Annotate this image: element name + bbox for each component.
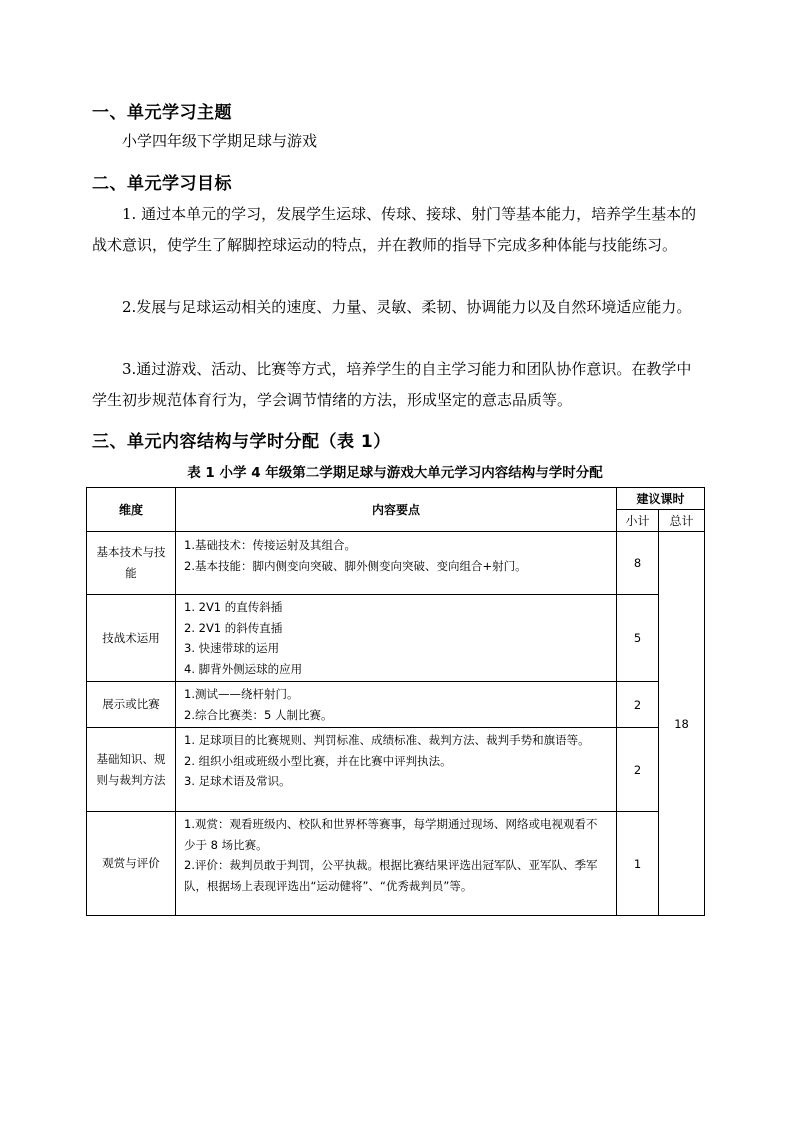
row-content [176, 532, 617, 595]
content-item: 2. 2V1 的斜传直插 [184, 620, 283, 635]
table-row [87, 812, 705, 916]
section-1-heading: 一、单元学习主题 [92, 103, 232, 123]
row-dimension: 基本技术与技能 [87, 532, 176, 595]
content-item: 2.评价：裁判员敢于判罚，公平执裁。根据比赛结果评选出冠军队、亚军队、季军队，根据场上表现评选出“运动健将”、“优秀裁判员”等。 [184, 858, 598, 893]
unit-theme-text: 小学四年级下学期足球与游戏 [122, 132, 318, 150]
content-item: 3. 快速带球的运用 [184, 641, 280, 655]
row-content [176, 812, 617, 916]
content-item: 1.观赏：观看班级内、校队和世界杯等赛事，每学期通过现场、网络或电视观看不少于 8 场比赛。 [184, 817, 598, 852]
content-item: 1. 2V1 的直传斜插 [184, 600, 283, 614]
row-dimension: 基础知识、规则与裁判方法 [87, 728, 176, 812]
content-item: 1.测试——绕杆射门。 [184, 687, 299, 701]
header-total: 总计 [659, 510, 705, 532]
row-dimension: 展示或比赛 [87, 682, 176, 728]
goal-1: 1. 通过本单元的学习，发展学生运球、传球、接球、射门等基本能力，培养学生基本的战术意识，使学生了解脚控球运动的特点，并在教师的指导下完成多种体能与技能练习。 [92, 205, 697, 254]
row-dimension: 观赏与评价 [87, 812, 176, 916]
row-content [176, 595, 617, 682]
table-row [87, 682, 705, 728]
row-subtotal: 8 [617, 532, 659, 595]
row-subtotal: 5 [617, 595, 659, 682]
row-subtotal: 2 [617, 728, 659, 812]
header-dimension: 维度 [87, 488, 176, 532]
table-row [87, 595, 705, 682]
section-2-heading: 二、单元学习目标 [92, 174, 232, 194]
content-item: 1.基础技术：传接运射及其组合。 [184, 538, 356, 552]
total-hours: 18 [659, 532, 705, 916]
content-item: 2.综合比赛类：5 人制比赛。 [184, 707, 333, 722]
content-item: 2. 组织小组或班级小型比赛，并在比赛中评判执法。 [184, 753, 452, 768]
goal-3: 3.通过游戏、活动、比赛等方式，培养学生的自主学习能力和团队协作意识。在教学中学生初步规范体育行为，学会调节情绪的方法，形成坚定的意志品质等。 [92, 360, 692, 409]
content-item: 2.基本技能：脚内侧变向突破、脚外侧变向突破、变向组合+射门。 [184, 558, 527, 573]
header-subtotal: 小计 [617, 510, 659, 532]
section-3-heading: 三、单元内容结构与学时分配（表 1） [92, 432, 391, 452]
goal-2: 2.发展与足球运动相关的速度、力量、灵敏、柔韧、协调能力以及自然环境适应能力。 [122, 298, 692, 316]
row-subtotal: 1 [617, 812, 659, 916]
row-content [176, 682, 617, 728]
header-suggested-hours: 建议课时 [617, 488, 705, 510]
content-item: 4. 脚背外侧运球的应用 [184, 661, 303, 676]
row-content [176, 728, 617, 812]
row-dimension: 技战术运用 [87, 595, 176, 682]
table-row [87, 728, 705, 812]
content-structure-table [86, 487, 705, 916]
content-item: 1. 足球项目的比赛规则、判罚标准、成绩标准、裁判方法、裁判手势和旗语等。 [184, 733, 590, 747]
table-header-row [87, 488, 705, 510]
row-subtotal: 2 [617, 682, 659, 728]
header-content: 内容要点 [176, 488, 617, 532]
table-row [87, 532, 705, 595]
content-item: 3. 足球术语及常识。 [184, 774, 291, 788]
table-caption: 表 1 小学 4 年级第二学期足球与游戏大单元学习内容结构与学时分配 [187, 465, 603, 481]
